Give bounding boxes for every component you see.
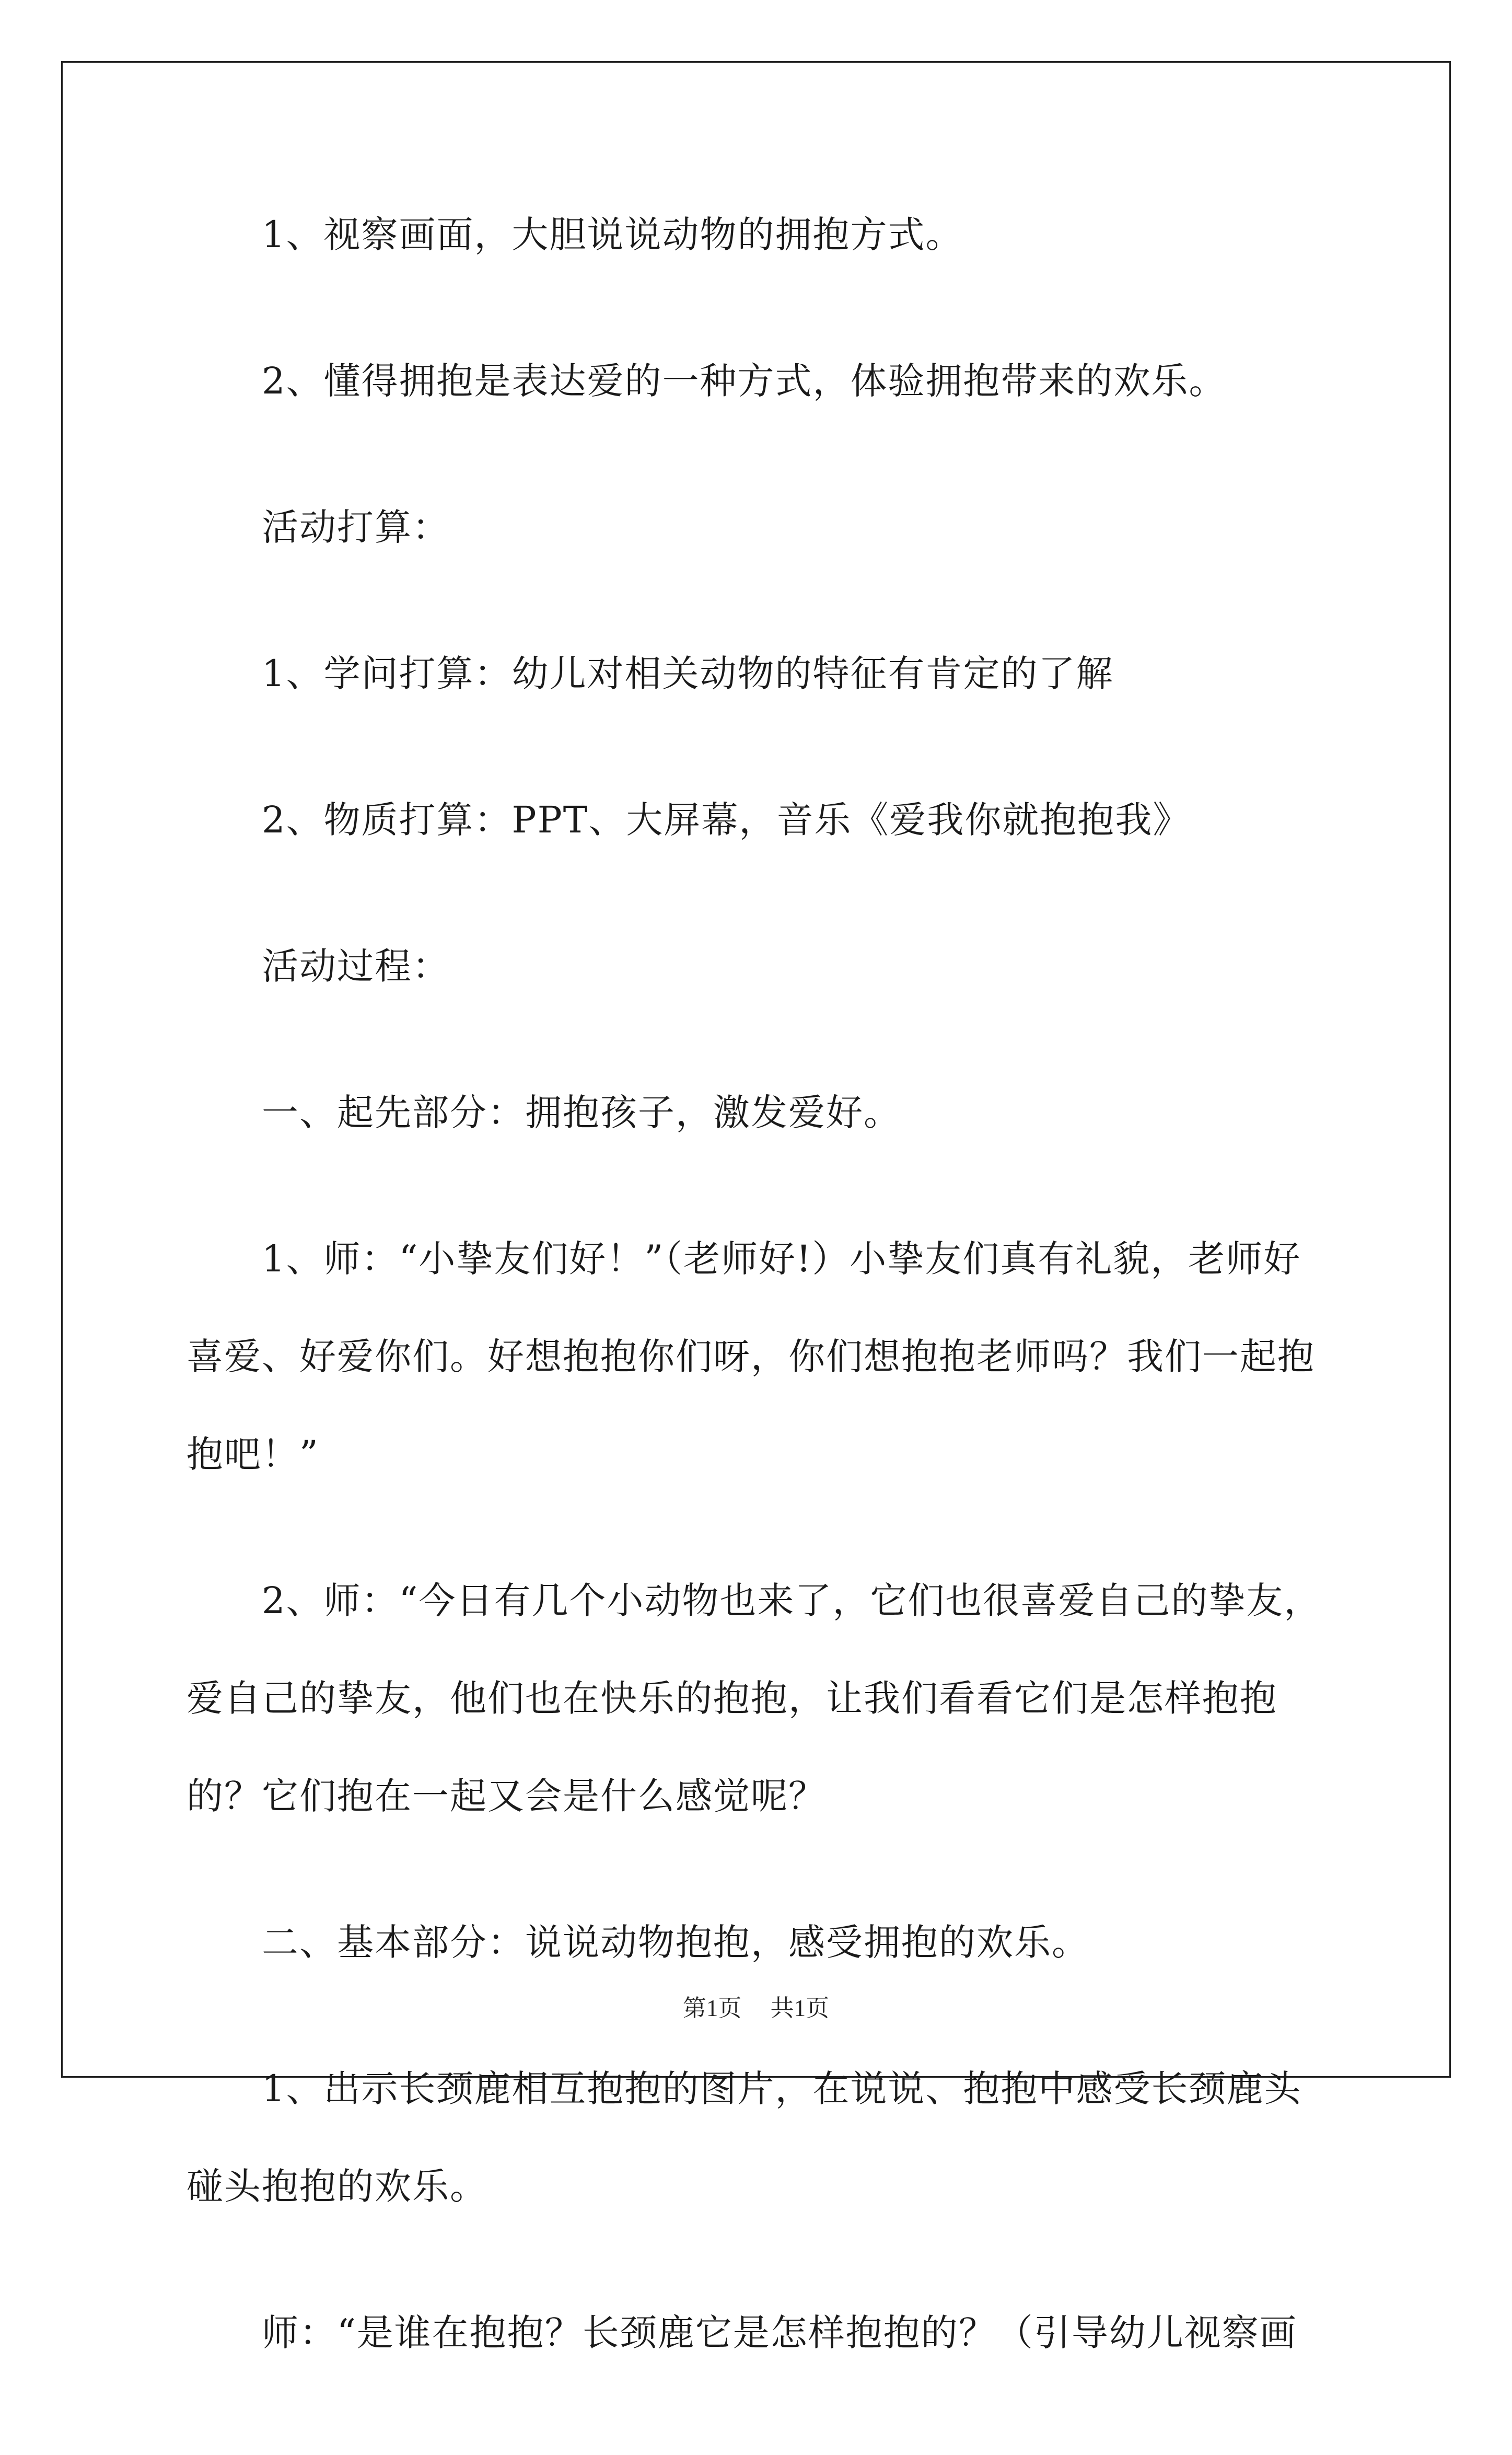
paragraph: 师：“是谁在抱抱？长颈鹿它是怎样抱抱的？（引导幼儿视察画 [262,2311,1297,2354]
paragraph: 一、起先部分：拥抱孩子，激发爱好。 [262,1091,901,1134]
paragraph: 1、学问打算：幼儿对相关动物的特征有肯定的了解 [262,652,1114,695]
paragraph: 活动过程： [262,945,450,988]
paragraph: 2、师：“今日有几个小动物也来了，它们也很喜爱自己的挚友，爱自己的挚友，他们也在快乐的抱抱，让我们看看它们是怎样抱抱的？它们抱在一起又会是什么感觉呢？ [187,1579,1322,1817]
page-number: 第1页 [682,1995,742,2021]
paragraph: 1、出示长颈鹿相互抱抱的图片，在说说、抱抱中感受长颈鹿头碰头抱抱的欢乐。 [187,2067,1302,2208]
paragraph: 2、物质打算：PPT、大屏幕，音乐《爱我你就抱抱我》 [262,798,1191,841]
paragraph: 2、懂得拥抱是表达爱的一种方式，体验拥抱带来的欢乐。 [262,360,1227,402]
paragraph: 1、视察画面，大胆说说动物的拥抱方式。 [262,213,963,256]
paragraph: 1、师：“小挚友们好！”（老师好!）小挚友们真有礼貌，老师好喜爱、好爱你们。好想抱抱你们呀，你们想抱抱老师吗？我们一起抱抱吧！” [187,1237,1315,1476]
page-footer [0,1989,1512,2023]
page-total: 共1页 [770,1995,830,2021]
document-body [187,211,1336,2455]
paragraph: 二、基本部分：说说动物抱抱，感受拥抱的欢乐。 [262,1921,1089,1964]
paragraph: 活动打算： [262,506,450,549]
